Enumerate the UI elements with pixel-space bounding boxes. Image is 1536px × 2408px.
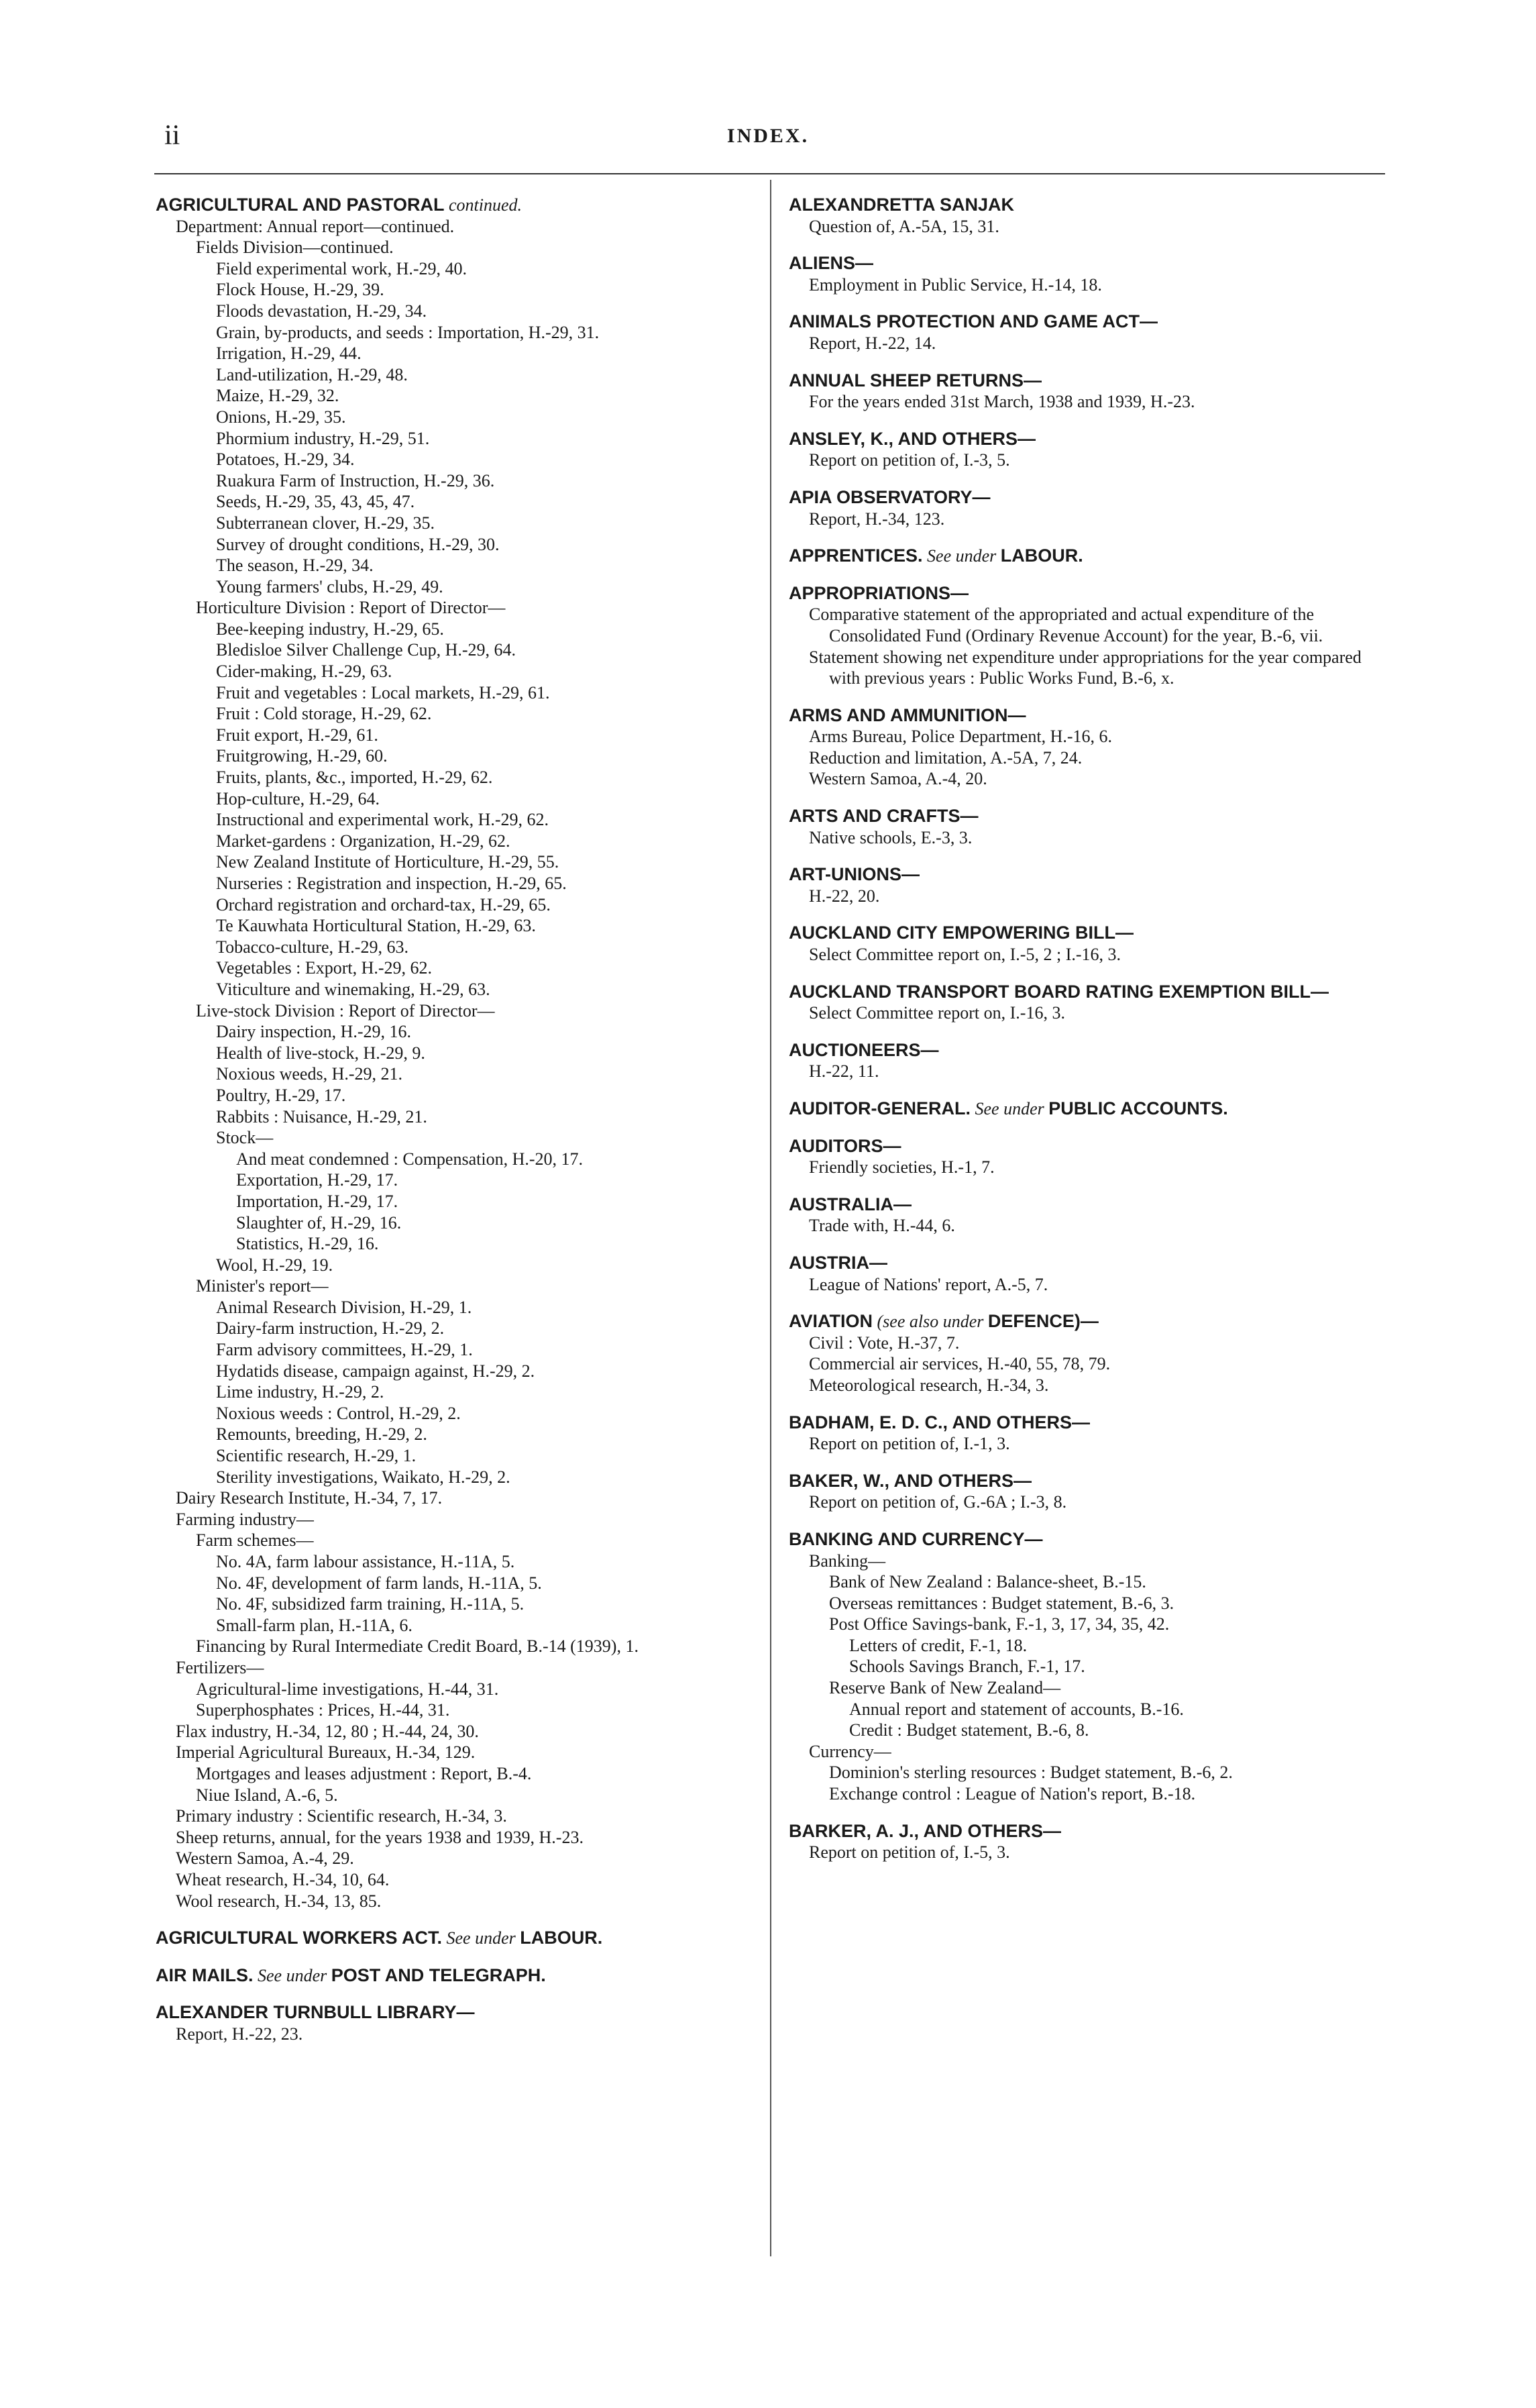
heading-note: See under xyxy=(446,1928,516,1948)
cross-reference: POST AND TELEGRAPH. xyxy=(331,1965,546,1985)
index-heading xyxy=(789,1529,1392,1551)
header-rule xyxy=(154,173,1385,174)
index-entry: The season, H.-29, 34. xyxy=(216,556,374,576)
index-entry: Friendly societies, H.-1, 7. xyxy=(809,1157,995,1177)
index-entry: Commercial air services, H.-40, 55, 78, 79. xyxy=(809,1354,1111,1374)
index-entry: Statistics, H.-29, 16. xyxy=(236,1234,379,1254)
index-entry: Letters of credit, F.-1, 18. xyxy=(849,1635,1028,1655)
index-heading xyxy=(789,923,1392,944)
index-entry: Noxious weeds, H.-29, 21. xyxy=(216,1064,403,1084)
index-entry: Slaughter of, H.-29, 16. xyxy=(236,1212,402,1233)
index-entry: Floods devastation, H.-29, 34. xyxy=(216,301,427,321)
index-entry: Western Samoa, A.-4, 20. xyxy=(809,769,987,789)
index-entry: Mortgages and leases adjustment : Report, B.-4. xyxy=(196,1763,532,1783)
index-entry: Te Kauwhata Horticultural Station, H.-29, 63. xyxy=(216,916,536,936)
index-entry: Farming industry— xyxy=(176,1509,314,1529)
heading-text: ALEXANDER TURNBULL LIBRARY— xyxy=(156,2002,475,2023)
index-entry: Young farmers' clubs, H.-29, 49. xyxy=(216,576,443,596)
index-entry: Post Office Savings-bank, F.-1, 3, 17, 34, 35, 42. xyxy=(829,1614,1170,1634)
index-entry: Report on petition of, G.-6A ; I.-3, 8. xyxy=(809,1492,1067,1512)
heading-text: AUCTIONEERS— xyxy=(789,1039,939,1060)
heading-text: APPRENTICES. xyxy=(789,545,923,566)
heading-note: See under xyxy=(927,546,997,566)
index-entry: Imperial Agricultural Bureaux, H.-34, 129. xyxy=(176,1742,476,1763)
index-entry: Trade with, H.-44, 6. xyxy=(809,1216,955,1236)
index-entry: Rabbits : Nuisance, H.-29, 21. xyxy=(216,1106,427,1127)
index-entry: No. 4A, farm labour assistance, H.-11A, 5. xyxy=(216,1552,515,1571)
index-entry: Scientific research, H.-29, 1. xyxy=(216,1446,417,1466)
index-entry: Onions, H.-29, 35. xyxy=(216,407,346,427)
heading-text: BANKING AND CURRENCY— xyxy=(789,1528,1043,1549)
index-heading xyxy=(156,2002,746,2024)
index-entry: Remounts, breeding, H.-29, 2. xyxy=(216,1424,427,1445)
index-entry: Minister's report— xyxy=(196,1276,329,1296)
index-entry: Civil : Vote, H.-37, 7. xyxy=(809,1332,960,1353)
index-entry: And meat condemned : Compensation, H.-20, 17. xyxy=(236,1149,584,1169)
index-entry: Department: Annual report—continued. xyxy=(176,216,455,236)
index-heading xyxy=(789,370,1392,392)
index-heading xyxy=(156,195,746,216)
index-entry: Bee-keeping industry, H.-29, 65. xyxy=(216,619,444,639)
index-entry: H.-22, 20. xyxy=(809,886,880,906)
index-heading xyxy=(789,1471,1392,1492)
index-heading xyxy=(789,1253,1392,1274)
index-entry: Reduction and limitation, A.-5A, 7, 24. xyxy=(809,747,1083,768)
heading-text: AVIATION xyxy=(789,1311,873,1332)
index-entry: Stock— xyxy=(216,1128,274,1148)
index-heading xyxy=(789,705,1392,727)
index-entry: Report on petition of, I.-1, 3. xyxy=(809,1434,1010,1454)
index-entry: Native schools, E.-3, 3. xyxy=(809,827,973,847)
index-entry: Tobacco-culture, H.-29, 63. xyxy=(216,937,408,957)
index-entry: Hop-culture, H.-29, 64. xyxy=(216,788,380,808)
index-entry: Report on petition of, I.-3, 5. xyxy=(809,450,1010,470)
index-entry: Lime industry, H.-29, 2. xyxy=(216,1382,384,1402)
index-entry: Wool, H.-29, 19. xyxy=(216,1255,333,1275)
index-entry: Select Committee report on, I.-5, 2 ; I.-16, 3. xyxy=(809,945,1121,965)
index-entry: Importation, H.-29, 17. xyxy=(236,1191,398,1211)
heading-text: ANIMALS PROTECTION AND GAME ACT— xyxy=(789,311,1158,332)
index-entry: Primary industry : Scientific research, H.-34, 3. xyxy=(176,1806,507,1826)
index-heading xyxy=(789,1040,1392,1061)
heading-text: ARMS AND AMMUNITION— xyxy=(789,704,1026,725)
index-entry: Market-gardens : Organization, H.-29, 62. xyxy=(216,831,510,851)
index-entry: Comparative statement of the appropriated and actual expenditure of the Consolidated Fund (Ordinary Revenue Account) for the year, B.-6, vii. xyxy=(809,605,1323,645)
index-entry: Fields Division—continued. xyxy=(196,238,394,258)
index-entry: Viticulture and winemaking, H.-29, 63. xyxy=(216,979,490,999)
index-entry: Noxious weeds : Control, H.-29, 2. xyxy=(216,1403,461,1423)
heading-text: AGRICULTURAL AND PASTORAL xyxy=(156,195,445,215)
index-entry: Flock House, H.-29, 39. xyxy=(216,280,384,300)
index-entry: Fertilizers— xyxy=(176,1657,264,1677)
index-entry: H.-22, 11. xyxy=(809,1061,879,1082)
index-entry: Report, H.-22, 14. xyxy=(809,333,936,353)
index-entry: For the years ended 31st March, 1938 and 1939, H.-23. xyxy=(809,392,1195,412)
index-entry: Niue Island, A.-6, 5. xyxy=(196,1785,338,1805)
column-divider xyxy=(770,180,771,2256)
index-entry: Dairy-farm instruction, H.-29, 2. xyxy=(216,1318,445,1339)
index-entry: Ruakura Farm of Instruction, H.-29, 36. xyxy=(216,470,495,490)
index-heading xyxy=(789,253,1392,274)
cross-reference: LABOUR. xyxy=(1000,545,1083,566)
index-entry: Orchard registration and orchard-tax, H.-29, 65. xyxy=(216,894,551,914)
index-heading xyxy=(789,1136,1392,1157)
index-entry: Annual report and statement of accounts, B.-16. xyxy=(849,1699,1184,1719)
index-entry: Dairy inspection, H.-29, 16. xyxy=(216,1022,412,1042)
index-entry: Arms Bureau, Police Department, H.-16, 6. xyxy=(809,727,1113,747)
index-entry: Health of live-stock, H.-29, 9. xyxy=(216,1043,425,1063)
heading-text: AIR MAILS. xyxy=(156,1965,254,1985)
heading-text: ANNUAL SHEEP RETURNS— xyxy=(789,370,1042,390)
index-heading xyxy=(789,1821,1392,1842)
index-entry: Survey of drought conditions, H.-29, 30. xyxy=(216,534,500,554)
index-entry: No. 4F, development of farm lands, H.-11A, 5. xyxy=(216,1573,542,1593)
index-entry: Financing by Rural Intermediate Credit Board, B.-14 (1939), 1. xyxy=(196,1636,639,1657)
index-entry: Reserve Bank of New Zealand— xyxy=(829,1678,1061,1698)
cross-reference: DEFENCE)— xyxy=(987,1311,1099,1332)
index-entry: Live-stock Division : Report of Director— xyxy=(196,1000,495,1020)
index-entry: Field experimental work, H.-29, 40. xyxy=(216,258,468,278)
heading-text: AGRICULTURAL WORKERS ACT. xyxy=(156,1928,442,1948)
index-entry: Cider-making, H.-29, 63. xyxy=(216,662,392,682)
index-entry: Agricultural-lime investigations, H.-44, 31. xyxy=(196,1679,499,1699)
index-heading xyxy=(789,487,1392,509)
index-entry: Poultry, H.-29, 17. xyxy=(216,1085,346,1105)
heading-text: ANSLEY, K., AND OTHERS— xyxy=(789,428,1036,449)
index-entry: Exportation, H.-29, 17. xyxy=(236,1170,398,1190)
heading-note: See under xyxy=(975,1099,1044,1118)
heading-note: See under xyxy=(258,1965,327,1985)
index-heading xyxy=(789,311,1392,333)
index-heading xyxy=(156,1965,746,1987)
page-title: INDEX. xyxy=(726,125,810,147)
index-entry: Meteorological research, H.-34, 3. xyxy=(809,1375,1049,1395)
index-entry: Farm advisory committees, H.-29, 1. xyxy=(216,1340,473,1360)
index-entry: Irrigation, H.-29, 44. xyxy=(216,344,362,364)
index-entry: Small-farm plan, H.-11A, 6. xyxy=(216,1615,413,1635)
index-entry: Fruit and vegetables : Local markets, H.-29, 61. xyxy=(216,682,550,702)
index-heading xyxy=(156,1928,746,1949)
index-heading xyxy=(789,195,1392,216)
cross-reference: PUBLIC ACCOUNTS. xyxy=(1048,1098,1228,1118)
index-entry: Sterility investigations, Waikato, H.-29, 2. xyxy=(216,1467,510,1487)
heading-text: BAKER, W., AND OTHERS— xyxy=(789,1470,1032,1491)
index-entry: Sheep returns, annual, for the years 1938 and 1939, H.-23. xyxy=(176,1827,584,1847)
heading-note: continued. xyxy=(448,195,523,215)
index-entry: Animal Research Division, H.-29, 1. xyxy=(216,1297,472,1317)
index-entry: Maize, H.-29, 32. xyxy=(216,386,339,406)
heading-text: AUSTRALIA— xyxy=(789,1194,912,1214)
index-entry: Instructional and experimental work, H.-29, 62. xyxy=(216,810,549,830)
index-heading xyxy=(789,1412,1392,1434)
index-heading xyxy=(789,1311,1392,1332)
index-entry: Subterranean clover, H.-29, 35. xyxy=(216,513,435,533)
index-entry: Credit : Budget statement, B.-6, 8. xyxy=(849,1720,1089,1740)
index-entry: Land-utilization, H.-29, 48. xyxy=(216,364,408,384)
heading-note: (see also under xyxy=(877,1312,984,1332)
index-entry: Report on petition of, I.-5, 3. xyxy=(809,1842,1010,1863)
left-column xyxy=(156,195,746,2044)
index-entry: Report, H.-22, 23. xyxy=(176,2024,303,2044)
index-entry: New Zealand Institute of Horticulture, H.-29, 55. xyxy=(216,852,559,872)
page-number: ii xyxy=(164,120,180,151)
index-entry: Report, H.-34, 123. xyxy=(809,509,945,529)
index-entry: Question of, A.-5A, 15, 31. xyxy=(809,216,999,236)
index-entry: Western Samoa, A.-4, 29. xyxy=(176,1848,354,1869)
index-entry: Hydatids disease, campaign against, H.-29, 2. xyxy=(216,1361,535,1381)
heading-text: APIA OBSERVATORY— xyxy=(789,486,991,507)
cross-reference: LABOUR. xyxy=(520,1928,603,1948)
heading-text: BADHAM, E. D. C., AND OTHERS— xyxy=(789,1412,1091,1432)
index-entry: Statement showing net expenditure under appropriations for the year compared with previous years : Public Works Fund, B.-6, x. xyxy=(809,647,1362,688)
heading-text: AUSTRIA— xyxy=(789,1252,887,1273)
heading-text: AUCKLAND CITY EMPOWERING BILL— xyxy=(789,923,1134,943)
index-entry: Schools Savings Branch, F.-1, 17. xyxy=(849,1657,1085,1677)
right-column xyxy=(789,195,1392,1863)
index-entry: Bank of New Zealand : Balance-sheet, B.-15. xyxy=(829,1572,1146,1592)
heading-text: APPROPRIATIONS— xyxy=(789,582,969,603)
heading-text: ART-UNIONS— xyxy=(789,864,920,885)
index-entry: Select Committee report on, I.-16, 3. xyxy=(809,1003,1065,1023)
heading-text: ARTS AND CRAFTS— xyxy=(789,806,979,827)
heading-text: ALEXANDRETTA SANJAK xyxy=(789,195,1015,215)
index-entry: Horticulture Division : Report of Director— xyxy=(196,598,506,618)
index-entry: Superphosphates : Prices, H.-44, 31. xyxy=(196,1700,450,1720)
index-entry: Employment in Public Service, H.-14, 18. xyxy=(809,274,1102,295)
index-entry: Vegetables : Export, H.-29, 62. xyxy=(216,958,433,978)
index-heading xyxy=(789,1194,1392,1216)
index-heading xyxy=(789,1098,1392,1120)
heading-text: AUDITORS— xyxy=(789,1135,901,1156)
index-entry: Flax industry, H.-34, 12, 80 ; H.-44, 24, 30. xyxy=(176,1721,479,1741)
index-entry: League of Nations' report, A.-5, 7. xyxy=(809,1274,1048,1294)
index-heading xyxy=(789,545,1392,567)
index-entry: Potatoes, H.-29, 34. xyxy=(216,450,355,470)
index-heading xyxy=(789,982,1392,1003)
index-entry: Wheat research, H.-34, 10, 64. xyxy=(176,1869,390,1889)
heading-text: BARKER, A. J., AND OTHERS— xyxy=(789,1820,1062,1841)
index-entry: Fruit : Cold storage, H.-29, 62. xyxy=(216,704,432,724)
index-entry: Phormium industry, H.-29, 51. xyxy=(216,428,430,448)
index-entry: Dominion's sterling resources : Budget statement, B.-6, 2. xyxy=(829,1763,1233,1783)
index-entry: Bledisloe Silver Challenge Cup, H.-29, 64. xyxy=(216,640,516,660)
index-entry: Dairy Research Institute, H.-34, 7, 17. xyxy=(176,1488,443,1508)
index-entry: Overseas remittances : Budget statement, B.-6, 3. xyxy=(829,1593,1174,1613)
index-entry: Nurseries : Registration and inspection, H.-29, 65. xyxy=(216,874,567,893)
index-entry: Banking— xyxy=(809,1551,886,1571)
index-entry: Seeds, H.-29, 35, 43, 45, 47. xyxy=(216,492,415,512)
index-entry: Wool research, H.-34, 13, 85. xyxy=(176,1891,382,1911)
index-entry: Farm schemes— xyxy=(196,1530,314,1551)
index-entry: Exchange control : League of Nation's report, B.-18. xyxy=(829,1784,1196,1804)
heading-text: AUCKLAND TRANSPORT BOARD RATING EXEMPTION BILL— xyxy=(789,981,1329,1002)
index-entry: Currency— xyxy=(809,1741,891,1761)
index-entry: Grain, by-products, and seeds : Importation, H.-29, 31. xyxy=(216,322,600,342)
index-heading xyxy=(789,864,1392,886)
index-heading xyxy=(789,583,1392,605)
index-heading xyxy=(789,806,1392,827)
index-entry: Fruits, plants, &c., imported, H.-29, 62. xyxy=(216,768,493,788)
index-heading xyxy=(789,429,1392,450)
index-entry: Fruitgrowing, H.-29, 60. xyxy=(216,746,388,766)
heading-text: AUDITOR-GENERAL. xyxy=(789,1098,971,1118)
heading-text: ALIENS— xyxy=(789,253,874,274)
index-entry: No. 4F, subsidized farm training, H.-11A, 5. xyxy=(216,1594,525,1614)
index-entry: Fruit export, H.-29, 61. xyxy=(216,725,378,745)
